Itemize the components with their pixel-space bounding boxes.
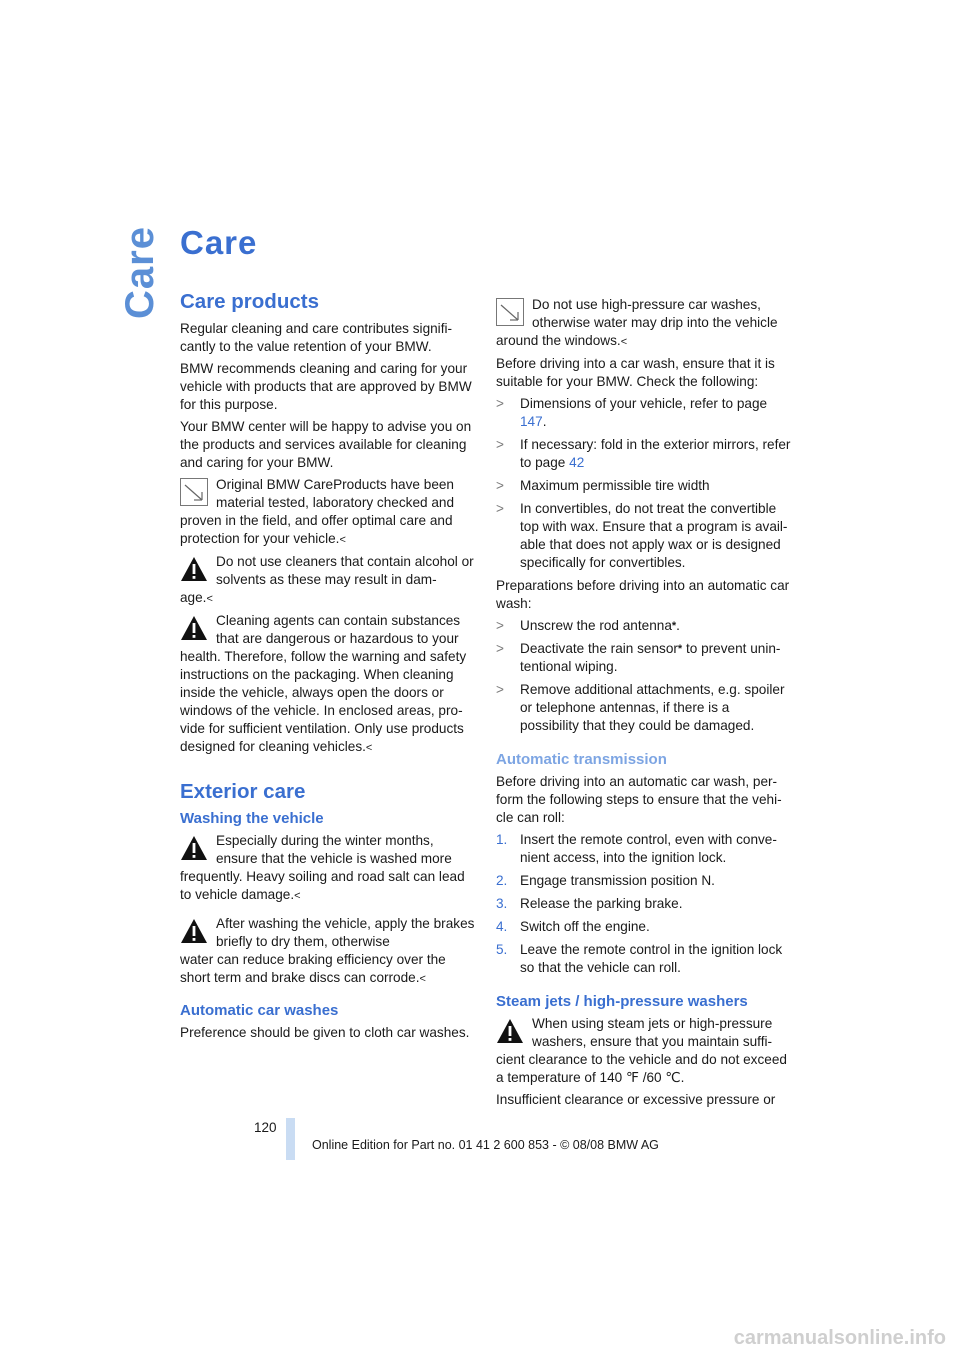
list-item: > Remove additional attachments, e.g. spoiler or telephone antennas, if there is a possibility that they could be damaged. xyxy=(496,682,785,733)
list-item: 5. Leave the remote control in the ignition lock so that the vehicle can roll. xyxy=(496,942,783,975)
optional-equipment-mark: * xyxy=(677,643,683,655)
list-item: 4. Switch off the engine. xyxy=(496,919,650,934)
heading-automatic-transmission: Automatic transmission xyxy=(496,751,667,768)
warning-note: Do not use cleaners that contain alcohol or solvents as these may result in dam- age.< xyxy=(180,554,474,605)
paragraph: BMW recommends cleaning and caring for your vehicle with products that are approved by BMW for this purpose. xyxy=(180,361,472,412)
list-item: > Dimensions of your vehicle, refer to page 147. xyxy=(496,396,768,429)
end-mark: < xyxy=(620,336,628,348)
list-item: 2. Engage transmission position N. xyxy=(496,873,715,888)
warning-note: After washing the vehicle, apply the brakes briefly to dry them, otherwise water can reduce braking efficiency over the short term and brake discs can corrode.< xyxy=(180,916,475,985)
paragraph: Before driving into a car wash, ensure that it is suitable for your BMW. Check the following: xyxy=(496,356,775,389)
side-tab-label: Care xyxy=(118,226,162,319)
end-mark: < xyxy=(206,593,213,605)
note-icon xyxy=(496,298,524,326)
list-item: > In convertibles, do not treat the convertible top with wax. Ensure that a program is avail-able that does not apply wax or is designed specifically for convertibles. xyxy=(496,501,788,570)
warning-note: Cleaning agents can contain substances that are dangerous or hazardous to your health. Therefore, follow the warning and safety instructions on the packaging. When cleaning inside the vehicle, always open the doors or windows of the vehicle. In enclosed areas, pro-vide for sufficient ventilation. Only use products designed for cleaning vehicles.< xyxy=(180,613,467,754)
heading-washing: Washing the vehicle xyxy=(180,810,324,827)
end-mark: < xyxy=(419,973,426,985)
footer-bar xyxy=(286,1118,295,1160)
paragraph: Preference should be given to cloth car washes. xyxy=(180,1025,470,1040)
warning-note: When using steam jets or high-pressure washers, ensure that you maintain suffi- cient clearance to the vehicle and do not exceed a temperature of 140 ℉ /60 ℃. xyxy=(496,1016,787,1085)
warning-icon xyxy=(180,555,208,583)
heading-automatic-car-washes: Automatic car washes xyxy=(180,1002,339,1019)
warning-note: Especially during the winter months, ensure that the vehicle is washed more frequently. Heavy soiling and road salt can lead to vehicle damage.< xyxy=(180,833,465,902)
page-link[interactable]: 42 xyxy=(569,455,585,470)
paragraph: Before driving into an automatic car wash, per-form the following steps to ensure that the vehi-cle can roll: xyxy=(496,774,782,825)
prep-list xyxy=(496,617,792,735)
warning-icon xyxy=(180,614,208,642)
paragraph: Preparations before driving into an automatic car wash: xyxy=(496,578,790,611)
page-link[interactable]: 147 xyxy=(520,414,543,429)
paragraph: Insufficient clearance or excessive pressure or xyxy=(496,1092,776,1107)
warning-icon xyxy=(496,1017,524,1045)
note-icon xyxy=(180,478,208,506)
list-item: 3. Release the parking brake. xyxy=(496,896,683,911)
optional-equipment-mark: * xyxy=(671,620,677,632)
check-list xyxy=(496,395,792,572)
heading-exterior-care: Exterior care xyxy=(180,780,306,803)
heading-steam-jets: Steam jets / high-pressure washers xyxy=(496,993,748,1010)
paragraph: Your BMW center will be happy to advise you on the products and services available for cleaning and caring for your BMW. xyxy=(180,419,472,470)
edition-note: Online Edition for Part no. 01 41 2 600 853 - © 08/08 BMW AG xyxy=(312,1138,659,1152)
list-item: 1. Insert the remote control, even with conve-nient access, into the ignition lock. xyxy=(496,832,777,865)
left-column xyxy=(180,290,476,1046)
warning-icon xyxy=(180,834,208,862)
list-item: > Unscrew the rod antenna*. xyxy=(496,618,680,633)
heading-care-products: Care products xyxy=(180,290,319,313)
end-mark: < xyxy=(339,534,346,546)
warning-icon xyxy=(180,917,208,945)
page-number: 120 xyxy=(254,1120,277,1135)
page-title: Care xyxy=(180,224,258,261)
end-mark: < xyxy=(294,890,301,902)
list-item: > Maximum permissible tire width xyxy=(496,478,710,493)
list-item: > Deactivate the rain sensor* to prevent unin-tentional wiping. xyxy=(496,641,781,674)
watermark: carmanualsonline.info xyxy=(733,1327,946,1349)
hint-note: Original BMW CareProducts have been material tested, laboratory checked and proven in the field, and offer optimal care and protection for your vehicle.< xyxy=(180,477,455,546)
paragraph: Regular cleaning and care contributes signifi-cantly to the value retention of your BMW. xyxy=(180,321,453,354)
hint-note: Do not use high-pressure car washes, otherwise water may drip into the vehicle around the windows.< xyxy=(496,297,778,348)
steps-list xyxy=(496,831,792,977)
right-column xyxy=(496,296,792,1113)
end-mark: < xyxy=(365,742,373,754)
list-item: > If necessary: fold in the exterior mirrors, refer to page 42 xyxy=(496,437,791,470)
